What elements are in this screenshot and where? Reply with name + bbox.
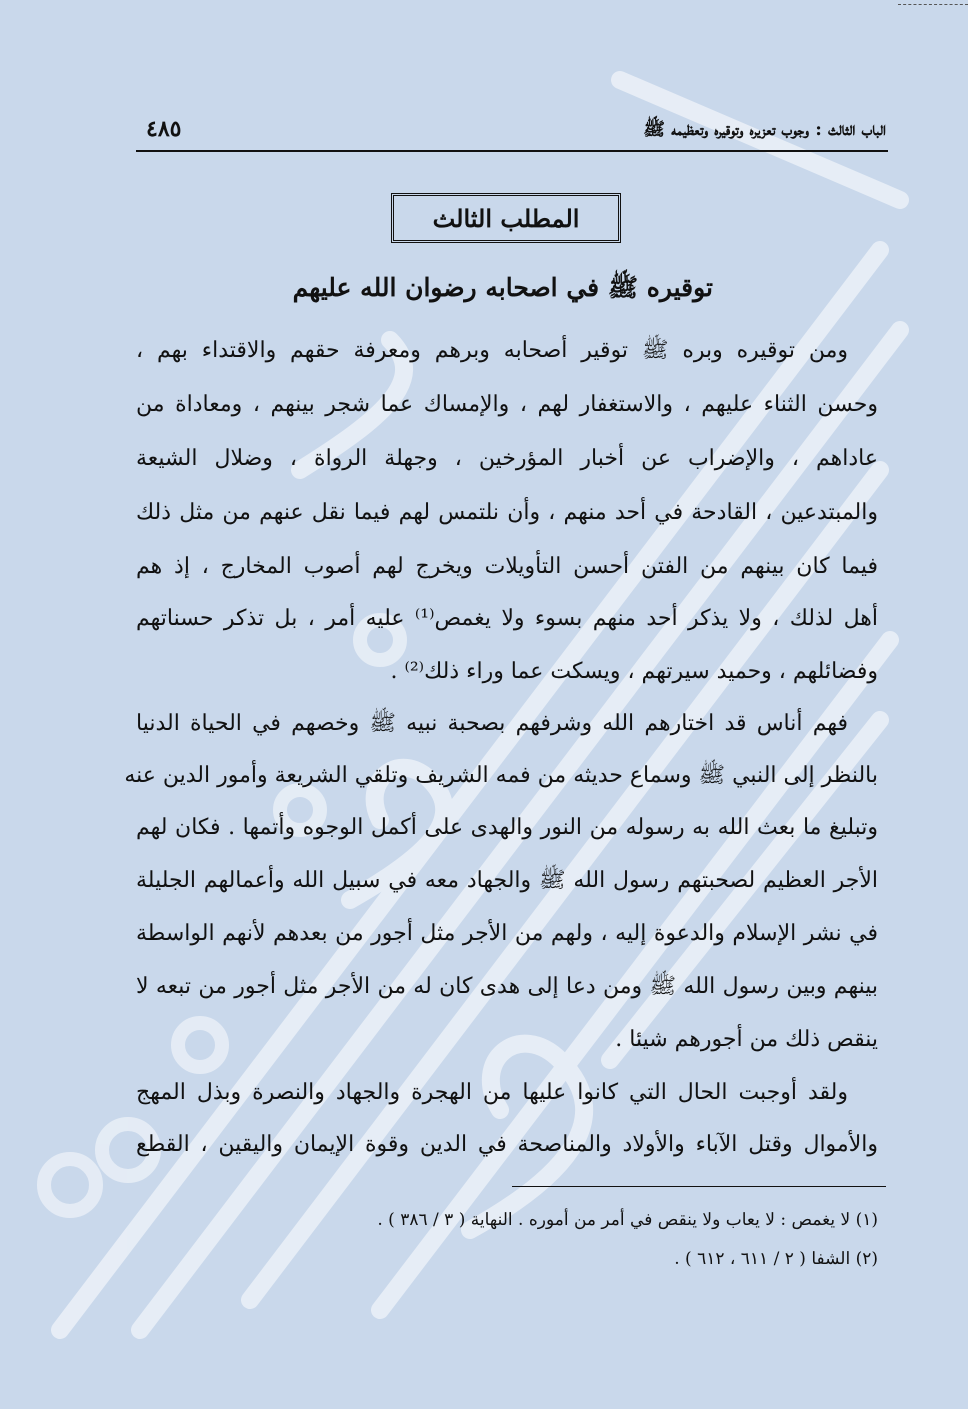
text-line: ينقص ذلك من أجورهم شيئا . <box>615 1027 878 1052</box>
text-line: بينهم وبين رسول الله ﷺ ومن دعا إلى هدى كان له من الأجر مثل أجور من تبعه لا <box>136 974 878 999</box>
text-line: والأموال وقتل الآباء والأولاد والمناصحة في الدين وقوة الإيمان واليقين ، القطع <box>136 1132 878 1157</box>
text-line: في نشر الإسلام والدعوة إليه ، ولهم من الأجر مثل أجور من بعدهم لأنهم الواسطة <box>136 921 878 946</box>
text-line: الأجر العظيم لصحبتهم رسول الله ﷺ والجهاد معه في سبيل الله وأعمالهم الجليلة <box>136 868 878 893</box>
section-title-box: المطلب الثالث <box>391 193 621 243</box>
footnote-1: (١) لا يغمص : لا يعاب ولا ينقص في أمر من أموره . النهاية ( ٣ / ٣٨٦ ) . <box>377 1210 878 1230</box>
footnote-separator <box>512 1186 886 1187</box>
section-subheading: توقيره ﷺ في اصحابه رضوان الله عليهم <box>292 273 713 302</box>
running-header <box>136 112 888 152</box>
running-title: الباب الثالث : وجوب تعزيره وتوقيره وتعظيمه ﷺ <box>643 119 886 140</box>
page-number: ٤٨٥ <box>146 116 182 142</box>
footnote-2: (٢) الشفا ( ٢ / ٦١١ ، ٦١٢ ) . <box>674 1249 878 1269</box>
text-line: وتبليغ ما بعث الله به رسوله من النور والهدى على أكمل الوجوه وأتمها . فكان لهم <box>136 815 878 840</box>
text-line: عاداهم ، والإضراب عن أخبار المؤرخين ، وجهلة الرواة ، وضلال الشيعة <box>136 446 878 471</box>
text-line: ومن توقيره وبره ﷺ توقير أصحابه وبرهم ومعرفة حقهم والاقتداء بهم ، <box>136 338 848 363</box>
text-line: فيما كان بينهم من الفتن أحسن التأويلات ويخرج لهم أصوب المخارج ، إذ هم <box>136 554 878 579</box>
text-line: أهل لذلك ، ولا يذكر أحد منهم بسوء ولا يغمص⁽¹⁾ عليه أمر ، بل تذكر حسناتهم <box>136 606 878 631</box>
text-line: وحسن الثناء عليهم ، والاستغفار لهم ، والإمساك عما شجر بينهم ، ومعاداة من <box>136 392 878 417</box>
text-line: فهم أناس قد اختارهم الله وشرفهم بصحبة نبيه ﷺ وخصهم في الحياة الدنيا <box>136 711 848 736</box>
text-line: والمبتدعين ، القادحة في أحد منهم ، وأن نلتمس لهم فيما نقل عنهم من مثل ذلك <box>136 500 878 525</box>
text-line: بالنظر إلى النبي ﷺ وسماع حديثه من فمه الشريف وتلقي الشريعة وأمور الدين عنه <box>124 763 878 788</box>
text-line: وفضائلهم ، وحميد سيرتهم ، ويسكت عما وراء ذلك⁽²⁾ . <box>390 659 878 684</box>
text-line: ولقد أوجبت الحال التي كانوا عليها من الهجرة والجهاد والنصرة وبذل المهج <box>136 1080 848 1105</box>
